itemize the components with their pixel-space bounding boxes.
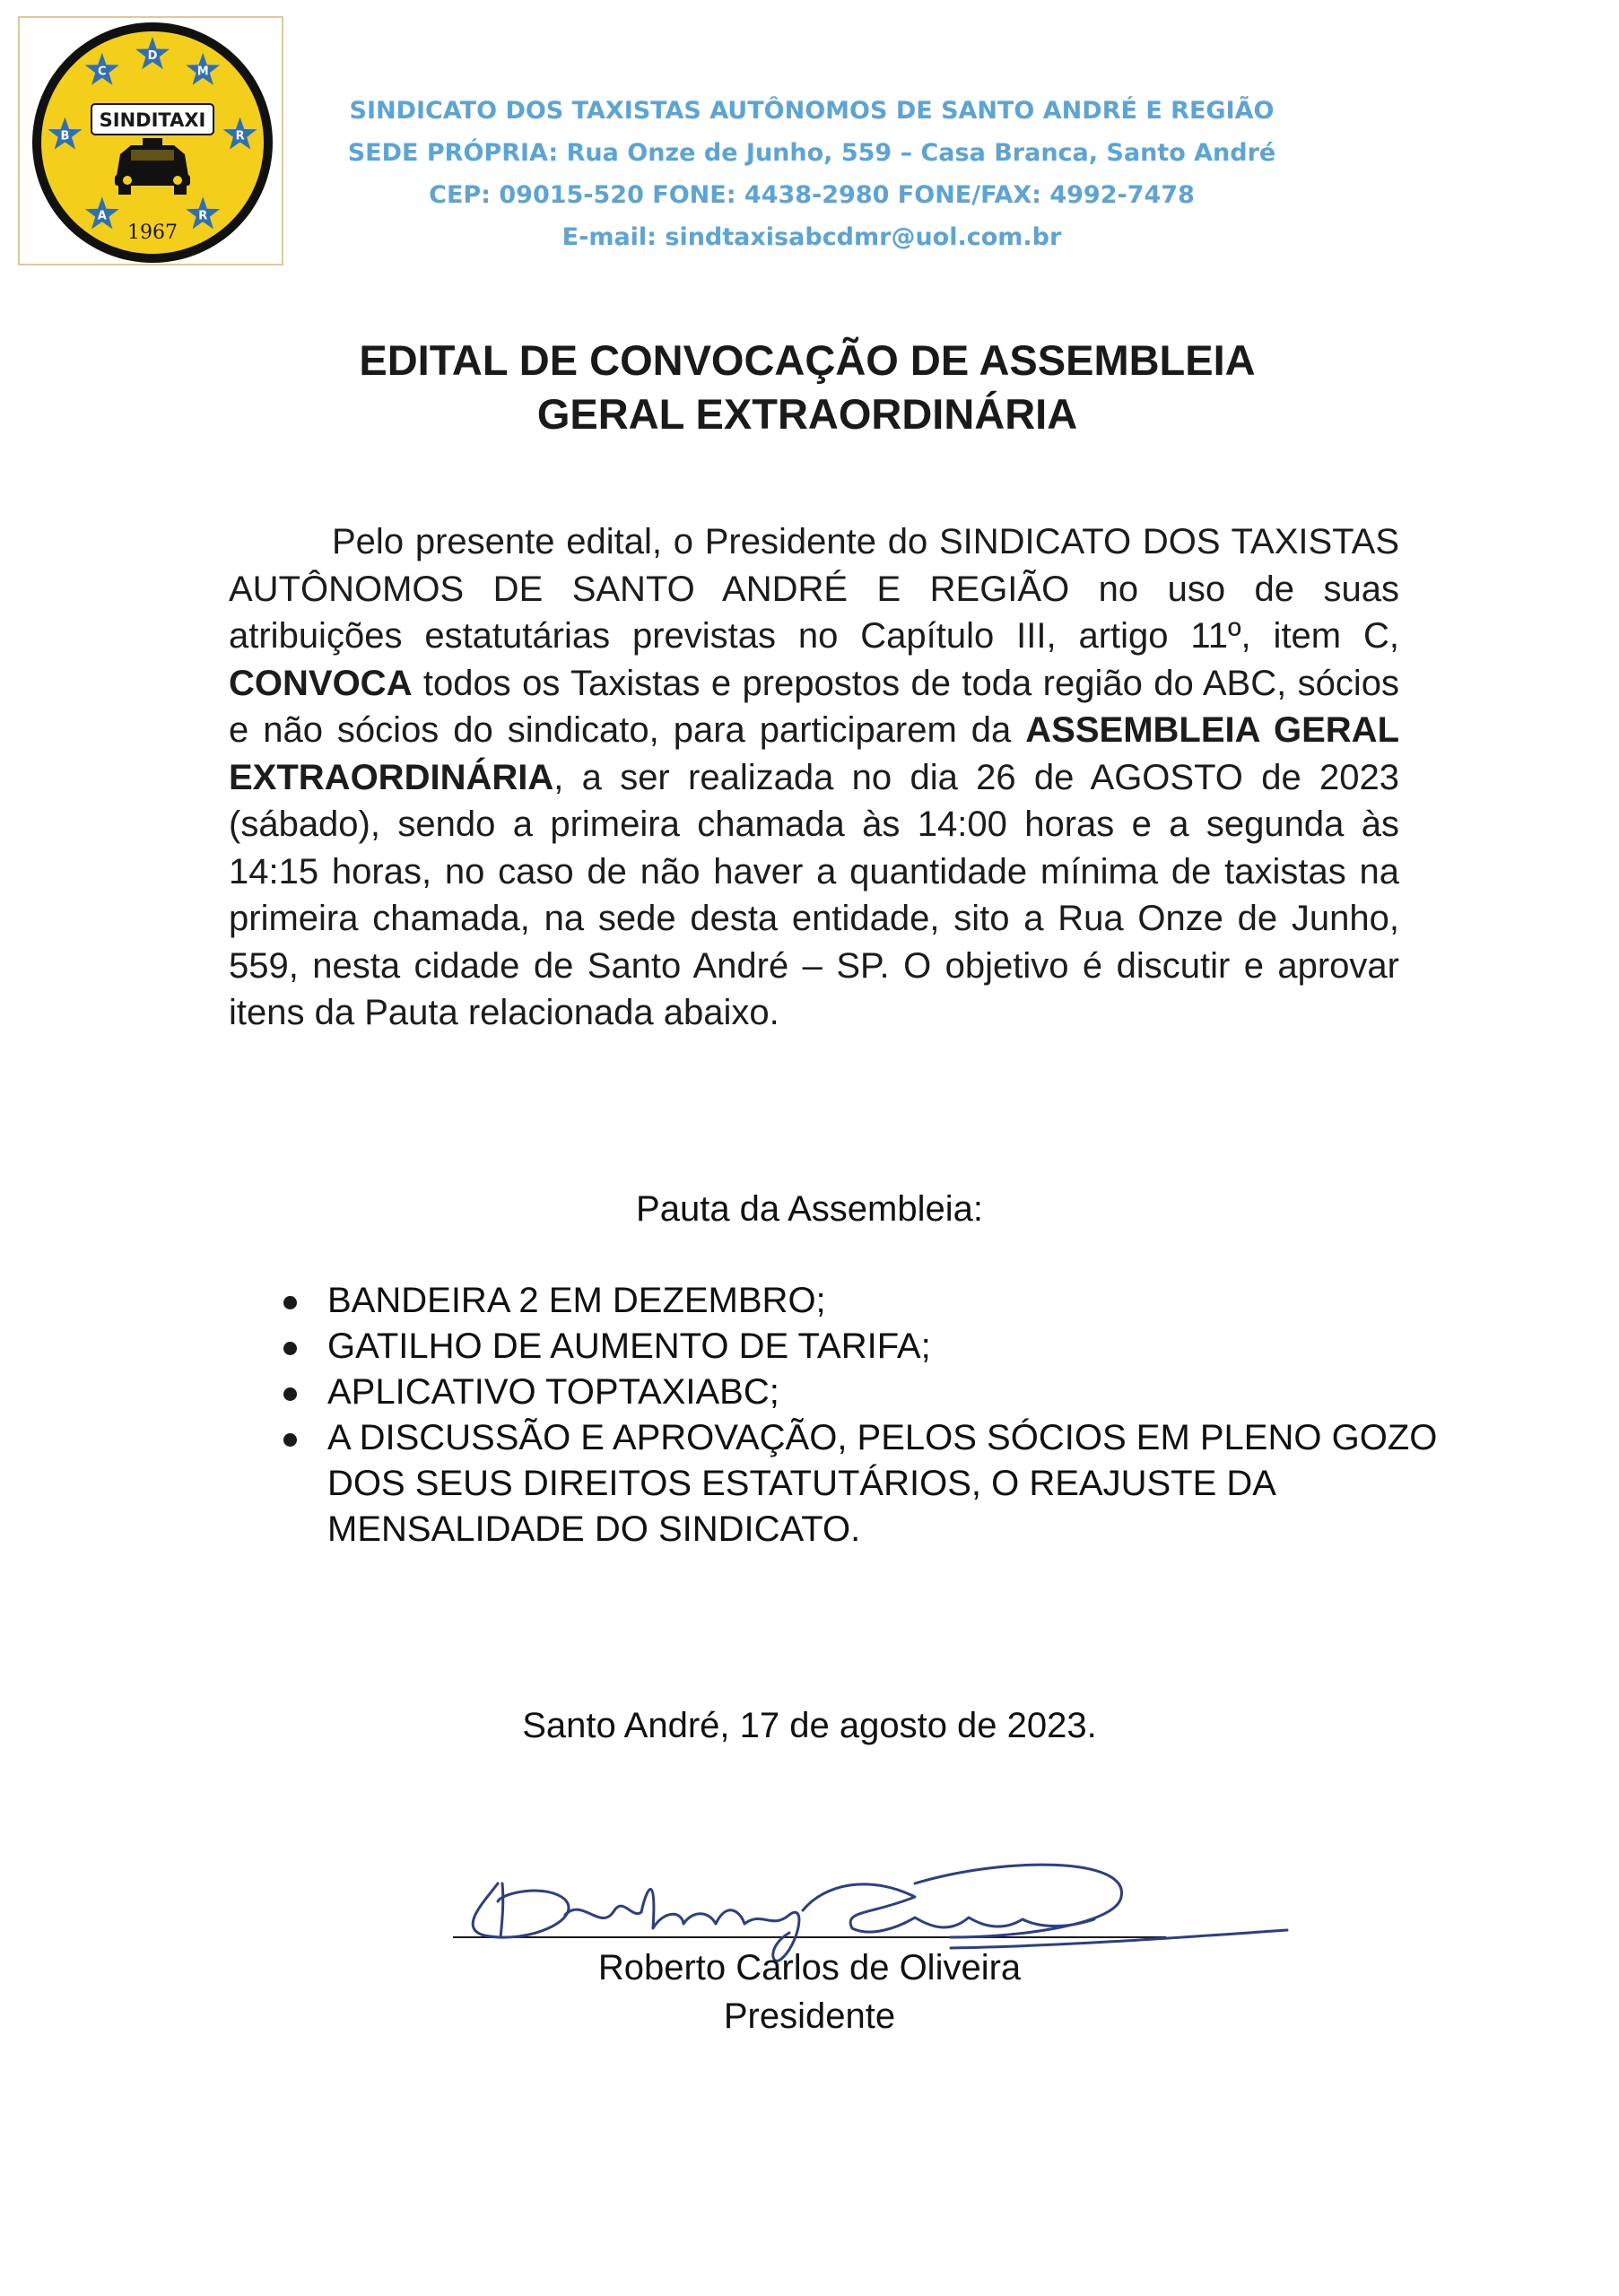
letterhead-union-name: SINDICATO DOS TAXISTAS AUTÔNOMOS DE SANTO ANDRÉ E REGIÃO: [349, 97, 1275, 125]
document-title: [179, 334, 1435, 441]
title-line-1: EDITAL DE CONVOCAÇÃO DE ASSEMBLEIA: [359, 336, 1256, 384]
paragraph-text-1: Pelo presente edital, o Presidente do SINDICATO DOS TAXISTAS AUTÔNOMOS DE SANTO ANDRÉ E REGIÃO no uso de suas atribuições estatutárias previstas no Capítulo III, artigo 11º, item C,: [229, 522, 1399, 656]
bullet-icon: [283, 1433, 297, 1447]
logo-star-letter: C: [98, 65, 107, 79]
signatory-role: Presidente: [723, 1996, 896, 2036]
bullet-icon: [283, 1296, 297, 1309]
bullet-icon: [283, 1387, 297, 1401]
logo-star-letter: D: [147, 49, 158, 63]
taxi-badge-icon: [20, 18, 285, 267]
letterhead-phone: CEP: 09015-520 FONE: 4438-2980 FONE/FAX: 4992-7478: [429, 181, 1195, 209]
agenda-item: A DISCUSSÃO E APROVAÇÃO, PELOS SÓCIOS EM PLENO GOZO DOS SEUS DIREITOS ESTATUTÁRIOS, O REAJUSTE DA MENSALIDADE DO SINDICATO.: [278, 1415, 1444, 1552]
agenda-item: BANDEIRA 2 EM DEZEMBRO;: [278, 1278, 1444, 1324]
title-line-2: GERAL EXTRAORDINÁRIA: [536, 390, 1078, 438]
signatory-name: Roberto Carlos de Oliveira: [597, 1948, 1022, 1987]
paragraph-text-2: todos os Taxistas e prepostos de toda região do ABC, sócios e não sócios do sindicato, para participarem da: [229, 663, 1399, 750]
agenda-list: [278, 1278, 1444, 1552]
paragraph-text-3: , a ser realizada no dia 26 de AGOSTO de 2023 (sábado), sendo a primeira chamada às 14:00 horas e a segunda às 14:15 horas, no caso de não haver a quantidade mínima de taxistas na primeira chamada, na sede desta entidade, sito a Rua Onze de Junho, 559, nesta cidade de Santo André – SP. O objetivo é discutir e aprovar itens da Pauta relacionada abaixo.: [229, 757, 1399, 1032]
logo-star-letter: B: [60, 129, 70, 144]
svg-text:SINDITAXI: SINDITAXI: [99, 109, 206, 131]
logo-star-letter: R: [235, 129, 245, 144]
bullet-icon: [283, 1342, 297, 1355]
letterhead: [296, 90, 1327, 258]
convocation-paragraph: [229, 518, 1399, 1037]
logo-star-letter: M: [196, 65, 209, 79]
letterhead-address: SEDE PRÓPRIA: Rua Onze de Junho, 559 – Casa Branca, Santo André: [347, 139, 1276, 167]
svg-text:1967: 1967: [127, 222, 178, 244]
paragraph-bold-assembly: ASSEMBLEIA GERAL EXTRAORDINÁRIA: [229, 710, 1400, 797]
agenda-title: Pauta da Assembleia:: [636, 1189, 983, 1229]
logo-star-letter: R: [198, 209, 208, 223]
union-logo: [18, 16, 283, 265]
agenda-item: GATILHO DE AUMENTO DE TARIFA;: [278, 1324, 1444, 1370]
place-date: Santo André, 17 de agosto de 2023.: [522, 1706, 1097, 1745]
paragraph-bold-convoca: CONVOCA: [229, 663, 413, 703]
agenda-item: APLICATIVO TOPTAXIABC;: [278, 1370, 1444, 1415]
letterhead-email: E-mail: sindtaxisabcdmr@uol.com.br: [561, 223, 1062, 251]
logo-star-letter: A: [97, 209, 107, 223]
